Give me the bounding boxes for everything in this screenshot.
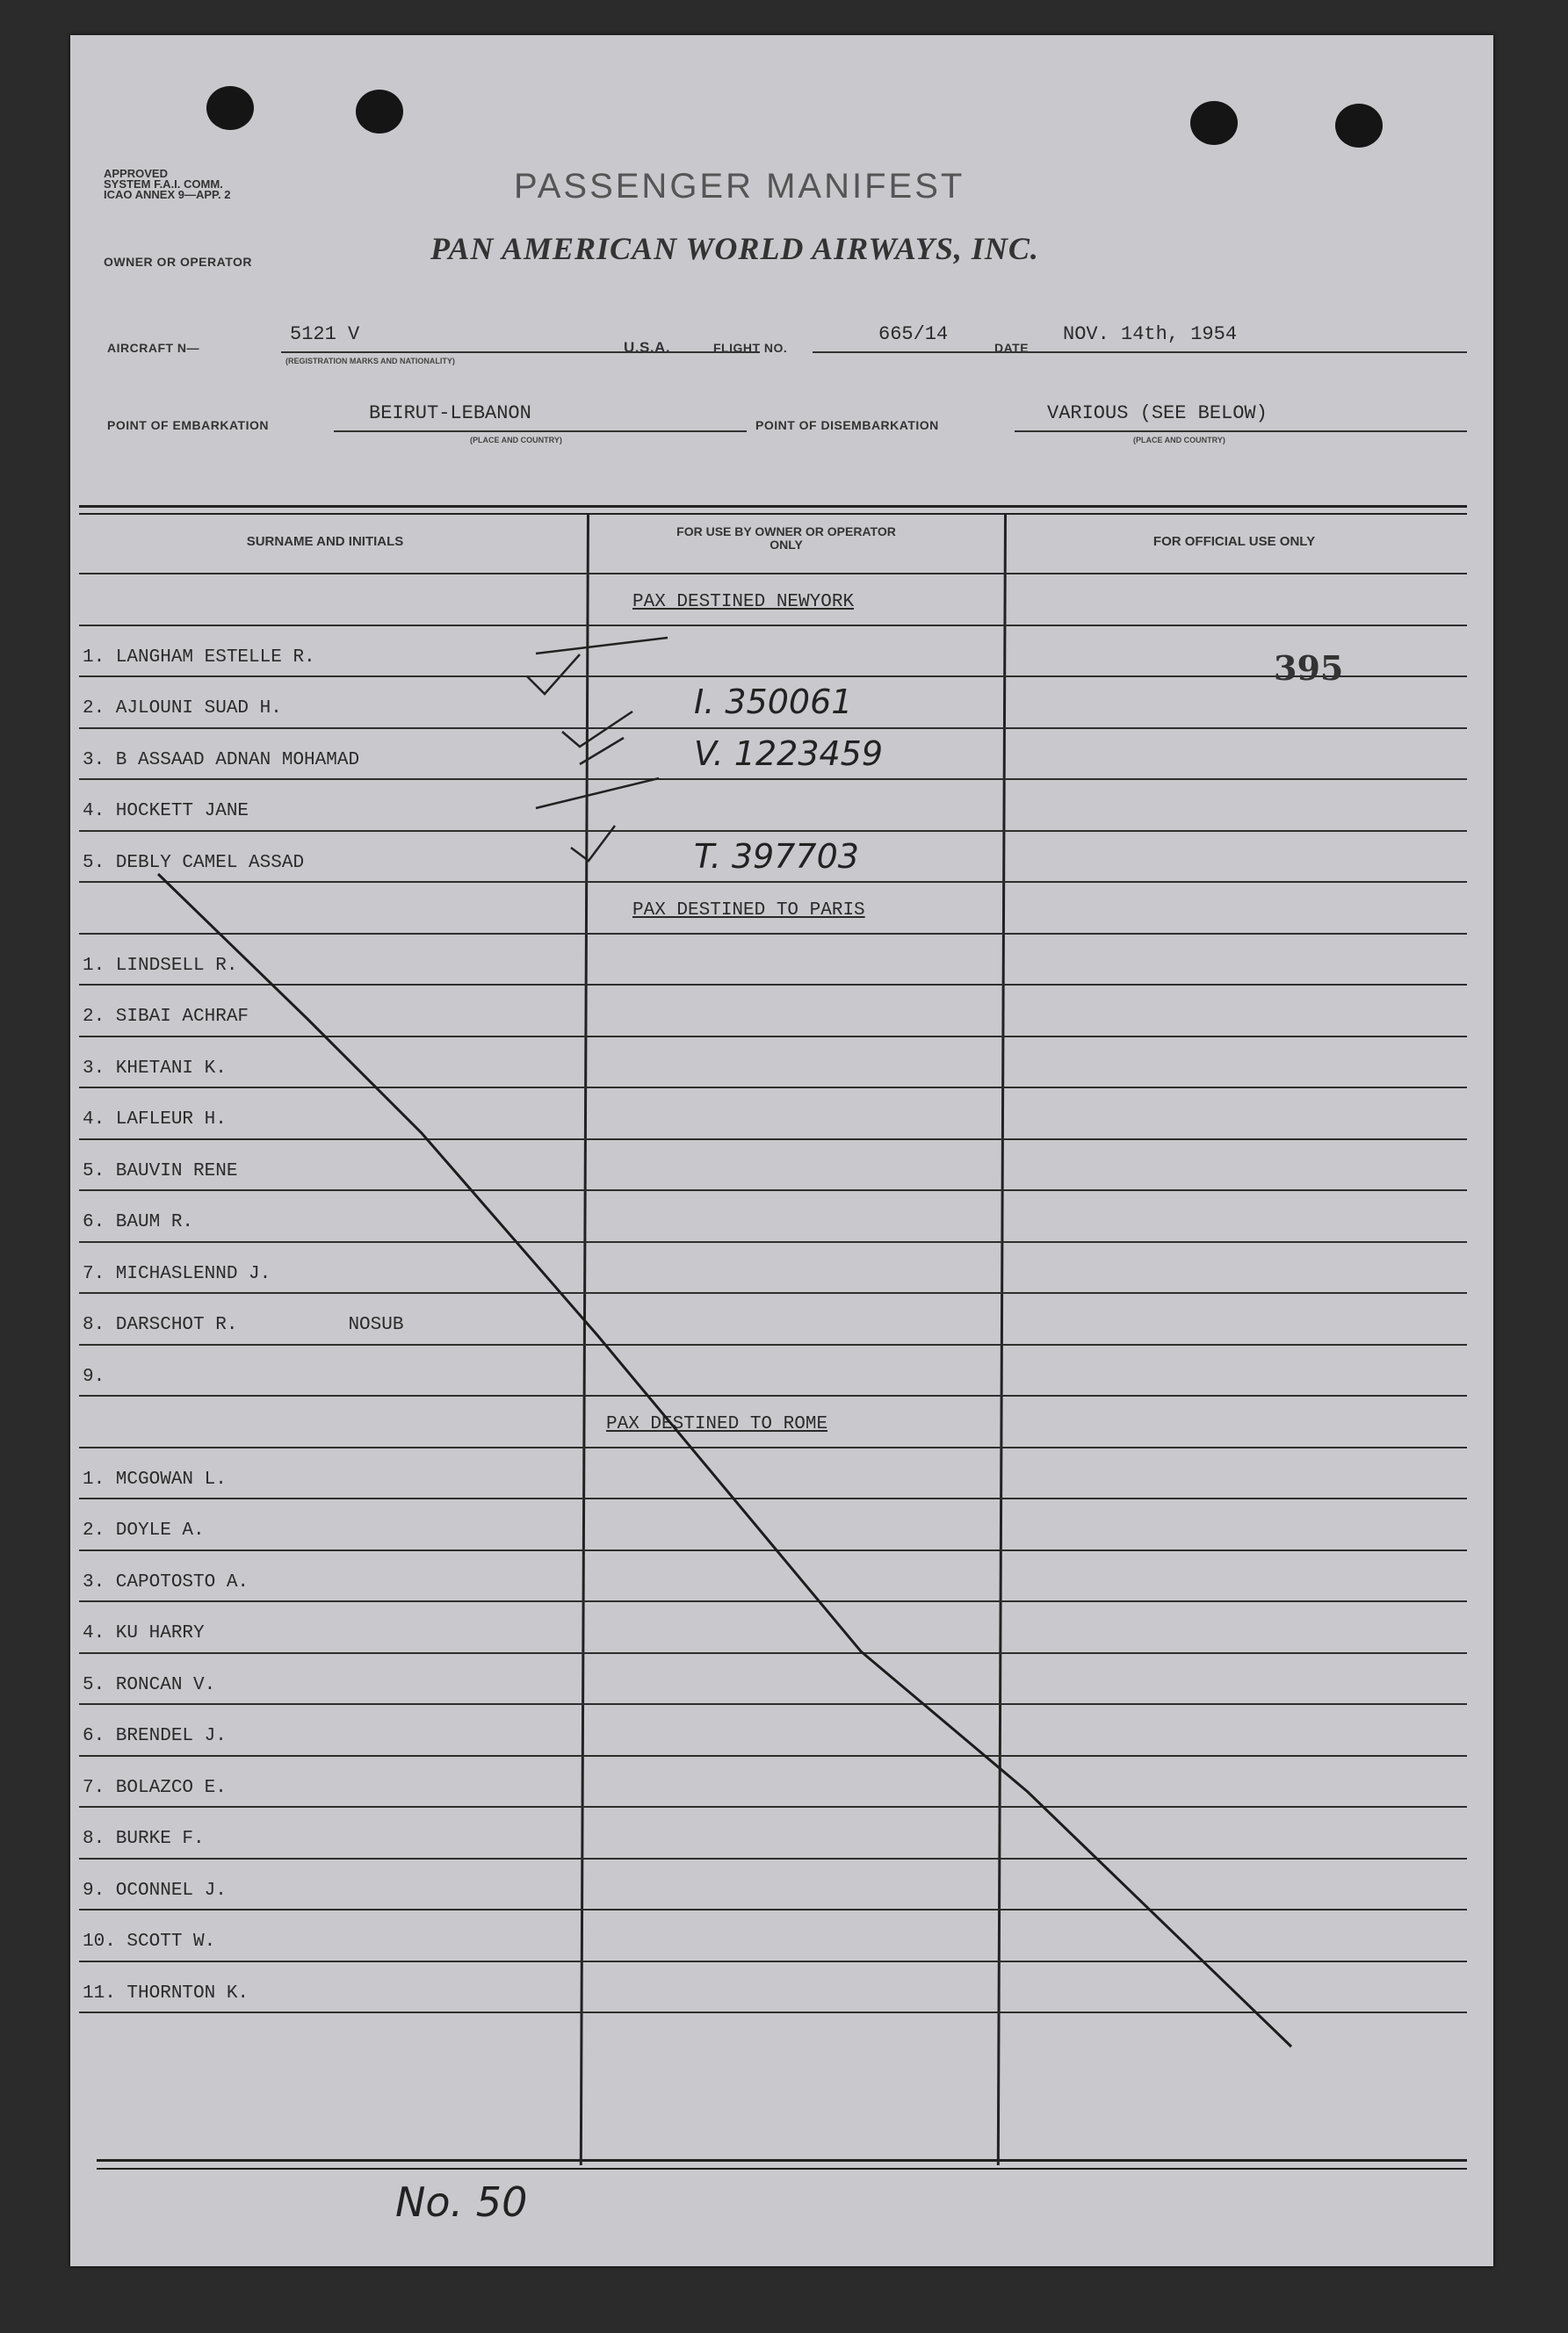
passenger-name: 7. BOLAZCO E.: [83, 1777, 227, 1798]
passenger-name: 5. BAUVIN RENE: [83, 1160, 238, 1181]
check-mark: [527, 654, 580, 694]
embark-sublabel: (PLACE AND COUNTRY): [470, 436, 562, 444]
owner-label: OWNER OR OPERATOR: [104, 255, 252, 269]
owner-column-header: FOR USE BY OWNER OR OPERATOR ONLY: [676, 524, 896, 552]
passenger-name: 9. OCONNEL J.: [83, 1880, 227, 1901]
passenger-name: 5. RONCAN V.: [83, 1674, 216, 1695]
passenger-name: 9.: [83, 1366, 105, 1387]
embark-label: POINT OF EMBARKATION: [107, 418, 269, 432]
section-heading: PAX DESTINED NEWYORK: [632, 592, 855, 612]
passenger-name: 2. AJLOUNI SUAD H.: [83, 698, 282, 719]
check-mark: [562, 711, 632, 747]
passport-number-note: V. 1223459: [694, 733, 884, 773]
passenger-name: 4. LAFLEUR H.: [83, 1109, 227, 1130]
passenger-name: 8. DARSCHOT R. NOSUB: [83, 1315, 404, 1335]
disembark-sublabel: (PLACE AND COUNTRY): [1133, 436, 1225, 444]
passport-number-note: I. 350061: [694, 683, 853, 721]
approval-line: SYSTEM F.A.I. COMM.: [104, 177, 223, 191]
company-name: PAN AMERICAN WORLD AIRWAYS, INC.: [430, 231, 1039, 266]
form-title: PASSENGER MANIFEST: [514, 167, 965, 206]
disembark-value: VARIOUS (SEE BELOW): [1047, 402, 1268, 424]
check-stroke: [536, 778, 659, 808]
passenger-name: 1. MCGOWAN L.: [83, 1469, 227, 1490]
passenger-name: 10. SCOTT W.: [83, 1932, 216, 1952]
passenger-name: 11. THORNTON K.: [83, 1983, 249, 2004]
passenger-name: 1. LANGHAM ESTELLE R.: [83, 646, 315, 668]
passenger-name: 2. DOYLE A.: [83, 1520, 205, 1541]
approval-line: ICAO ANNEX 9—APP. 2: [104, 188, 231, 201]
passenger-name: 3. CAPOTOSTO A.: [83, 1571, 249, 1593]
handwritten-signature: No. 50: [395, 2178, 528, 2226]
passport-number-note: T. 397703: [694, 836, 859, 876]
usa-label: U.S.A.: [624, 339, 671, 356]
passenger-name: 4. HOCKETT JANE: [83, 801, 249, 821]
date-value: NOV. 14th, 1954: [1063, 323, 1238, 345]
passenger-name: 6. BRENDEL J.: [83, 1726, 227, 1746]
embark-value: BEIRUT-LEBANON: [369, 402, 531, 424]
section-heading: PAX DESTINED TO PARIS: [632, 900, 865, 921]
manifest-sheet: [70, 35, 1493, 2266]
flight-label: FLIGHT NO.: [713, 341, 788, 355]
date-label: DATE: [994, 341, 1030, 355]
passenger-name: 7. MICHASLENND J.: [83, 1263, 271, 1284]
official-column-header: FOR OFFICIAL USE ONLY: [1153, 534, 1316, 549]
approval-line: APPROVED: [104, 167, 168, 180]
passenger-name: 6. BAUM R.: [83, 1212, 194, 1232]
passenger-name: 1. LINDSELL R.: [83, 955, 238, 976]
flight-number: 665/14: [878, 323, 949, 345]
passenger-name: 3. KHETANI K.: [83, 1058, 227, 1079]
aircraft-value: 5121 V: [290, 323, 360, 345]
cancel-mark-overlay: [70, 35, 1493, 2266]
passenger-name: 2. SIBAI ACHRAF: [83, 1007, 249, 1027]
passenger-name: 8. BURKE F.: [83, 1829, 205, 1849]
diagonal-strike-line: [158, 874, 1291, 2047]
passenger-name: 5. DEBLY CAMEL ASSAD: [83, 852, 305, 873]
official-stamp: 395: [1274, 648, 1344, 688]
passenger-name: 3. B ASSAAD ADNAN MOHAMAD: [83, 749, 360, 770]
passenger-name: 4. KU HARRY: [83, 1623, 205, 1643]
aircraft-label: AIRCRAFT N—: [107, 341, 200, 355]
disembark-label: POINT OF DISEMBARKATION: [755, 418, 939, 432]
section-heading: PAX DESTINED TO ROME: [606, 1414, 828, 1434]
check-stroke: [536, 638, 668, 654]
check-mark: [571, 826, 615, 861]
surname-column-header: SURNAME AND INITIALS: [246, 534, 404, 549]
aircraft-sublabel: (REGISTRATION MARKS AND NATIONALITY): [285, 357, 455, 365]
